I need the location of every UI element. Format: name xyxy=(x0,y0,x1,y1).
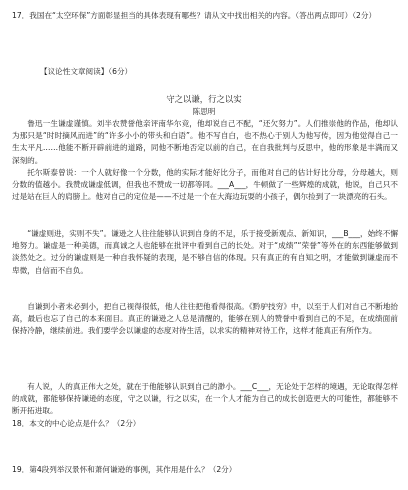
question-18: 18．本文的中心论点是什么？（2分） xyxy=(12,419,141,428)
article-author: 陈思明 xyxy=(192,107,216,116)
article-title: 守之以谦，行之以实 xyxy=(166,94,242,104)
paragraph: “谦虚则进，实则不失”。谦逊之人往往能够认识到自身的不足，乐于接受新观点、新知识，___B___，始终不懈地努力。谦虚是一种美德，而真诚之人也能够在批评中看到自己的长处。对于“成绩”“荣誉”等外在的东西能够做到淡然处之。过分的谦虚则是一种自我怀疑的表现，是不够自信的体现。只有真正的有自知之明，才能做到谦虚而不卑微，自信而不自负。 xyxy=(12,229,398,275)
question-19: 19．第4段列举汉景怀和萧何谦逊的事例，其作用是什么？（2分） xyxy=(12,465,237,474)
question-17: 17．我国在“太空环保”方面彰显担当的具体表现有哪些？请从文中找出相关的内容。（答出两点即可）（2分） xyxy=(12,11,377,20)
paragraph: 鲁迅一生谦虚谨慎。刘半农赞誉他亲评南华尔竞，他却说自己不配，“还欠努力”。人们推崇他的作品，他却认为那只是“时时摘风而进”的“许多小小的带头和白语”。他不写自白，也不热心于别人为他写传，因为他觉得自己一生太平凡……他能不断开辟前进的道路，同他不断地否定以前的自己，在自我批判与反思中，他的形象是丰满而又深刻的。 xyxy=(12,119,398,165)
paragraph: 自谦到小者未必到小，把自己视得很低，他人往往把他看得很高。《黔驴技穷》中，以至于人们对自己不断地抬高，最后也忘了自己的本来面目。真正的谦逊之人总是清醒的，能够在别人的赞誉中看到自己的不足，在成绩面前保持冷静，继续前进。我们要学会以谦虚的态度对待生活，以求实的精神对待工作，这样才能真正有所作为。 xyxy=(12,302,398,336)
paragraph: 托尔斯泰曾说：一个人就好像一个分数，他的实际才能好比分子，而他对自己的估计好比分母，分母越大，则分数的值越小。我赞成谦虚低调，但我也不赞成一切都等同。___A___，牛顿做了一些辉煌的成就，他说，自己只不过是站在巨人的肩膀上。他对自己的定位是——不过是一个在大海边玩耍的小孩子，偶尔捡到了一块漂亮的石头。 xyxy=(12,168,398,202)
section-header: 【议论性文章阅读】（6分） xyxy=(40,67,133,76)
paragraph: 有人说，人的真正伟大之处，就在于他能够认识到自己的渺小。___C___，无论处于怎样的境遇，无论取得怎样的成就，都能够保持谦逊的态度，守之以谦，行之以实，在一个人才能为自己的成长创造更大的可能性，都能够不断开拓进取。 xyxy=(12,382,398,416)
